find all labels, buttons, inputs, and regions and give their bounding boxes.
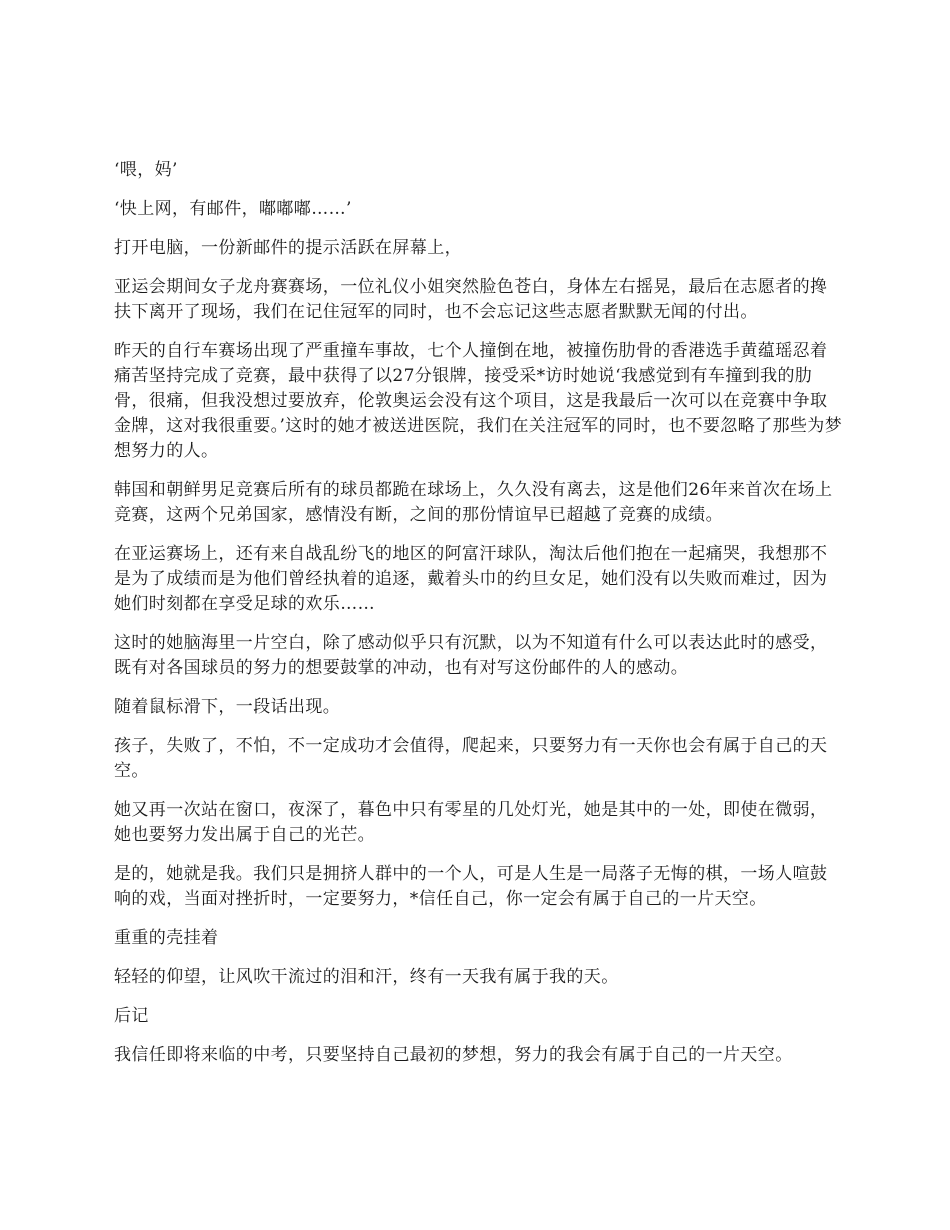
paragraph-dragon-boat: 亚运会期间女子龙舟赛赛场，一位礼仪小姐突然脸色苍白，身体左右摇晃，最后在志愿者的搀扶下离开了现场，我们在记住冠军的同时，也不会忘记这些志愿者默默无闻的付出。 xyxy=(114,277,828,322)
paragraph-mouse-scroll: 随着鼠标滑下，一段话出现。 xyxy=(114,697,341,717)
paragraph-afghanistan: 在亚运赛场上，还有来自战乱纷飞的地区的阿富汗球队，淘汰后他们抱在一起痛哭，我想那不是为了成绩而是为他们曾经执着的追逐，戴着头巾的约旦女足，她们没有以失败而难过，因为她们时刻都在享受足球的欢乐…… xyxy=(114,544,828,614)
paragraph-greeting: ‘喂，妈’ xyxy=(114,160,178,180)
paragraph-look-up: 轻轻的仰望，让风吹干流过的泪和汗，终有一天我有属于我的天。 xyxy=(114,967,619,987)
paragraph-heavy-shell: 重重的壳挂着 xyxy=(114,928,219,948)
document-body xyxy=(114,158,844,1082)
paragraph-phone-reply: ‘快上网，有邮件，嘟嘟嘟……’ xyxy=(114,199,352,219)
paragraph-cycling: 昨天的自行车赛场出现了严重撞车事故，七个人撞倒在地，被撞伤肋骨的香港选手黄蕴瑶忍着痛苦坚持完成了竞赛，最中获得了以27分银牌，接受采*访时她说‘我感觉到有车撞到我的肋骨，很痛，但我没想过要放弃，伦敦奥运会没有这个项目，这是我最后一次可以在竞赛中争取金牌，这对我很重要。’这时的她才被送进医院，我们在关注冠军的同时，也不要忽略了那些为梦想努力的人。 xyxy=(114,341,843,461)
paragraph-reflection: 这时的她脑海里一片空白，除了感动似乎只有沉默，以为不知道有什么可以表达此时的感受，既有对各国球员的努力的想要鼓掌的冲动，也有对写这份邮件的人的感动。 xyxy=(114,633,828,678)
paragraph-open-computer: 打开电脑，一份新邮件的提示活跃在屏幕上， xyxy=(114,238,462,258)
paragraph-it-is-me: 是的，她就是我。我们只是拥挤人群中的一个人，可是人生是一局落子无悔的棋，一场人喧鼓响的戏，当面对挫折时，一定要努力，*信任自己，你一定会有属于自己的一片天空。 xyxy=(114,864,828,909)
paragraph-postscript-heading: 后记 xyxy=(114,1006,149,1026)
paragraph-window: 她又再一次站在窗口，夜深了，暮色中只有零星的几处灯光，她是其中的一处，即使在微弱，她也要努力发出属于自己的光芒。 xyxy=(114,800,828,845)
paragraph-postscript: 我信任即将来临的中考，只要坚持自己最初的梦想，努力的我会有属于自己的一片天空。 xyxy=(114,1045,793,1065)
paragraph-korea-football: 韩国和朝鲜男足竞赛后所有的球员都跪在球场上，久久没有离去，这是他们26年来首次在场上竞赛，这两个兄弟国家，感情没有断，之间的那份情谊早已超越了竞赛的成绩。 xyxy=(114,480,833,525)
paragraph-encouragement: 孩子，失败了，不怕，不一定成功才会值得，爬起来，只要努力有一天你也会有属于自己的天空。 xyxy=(114,736,828,781)
